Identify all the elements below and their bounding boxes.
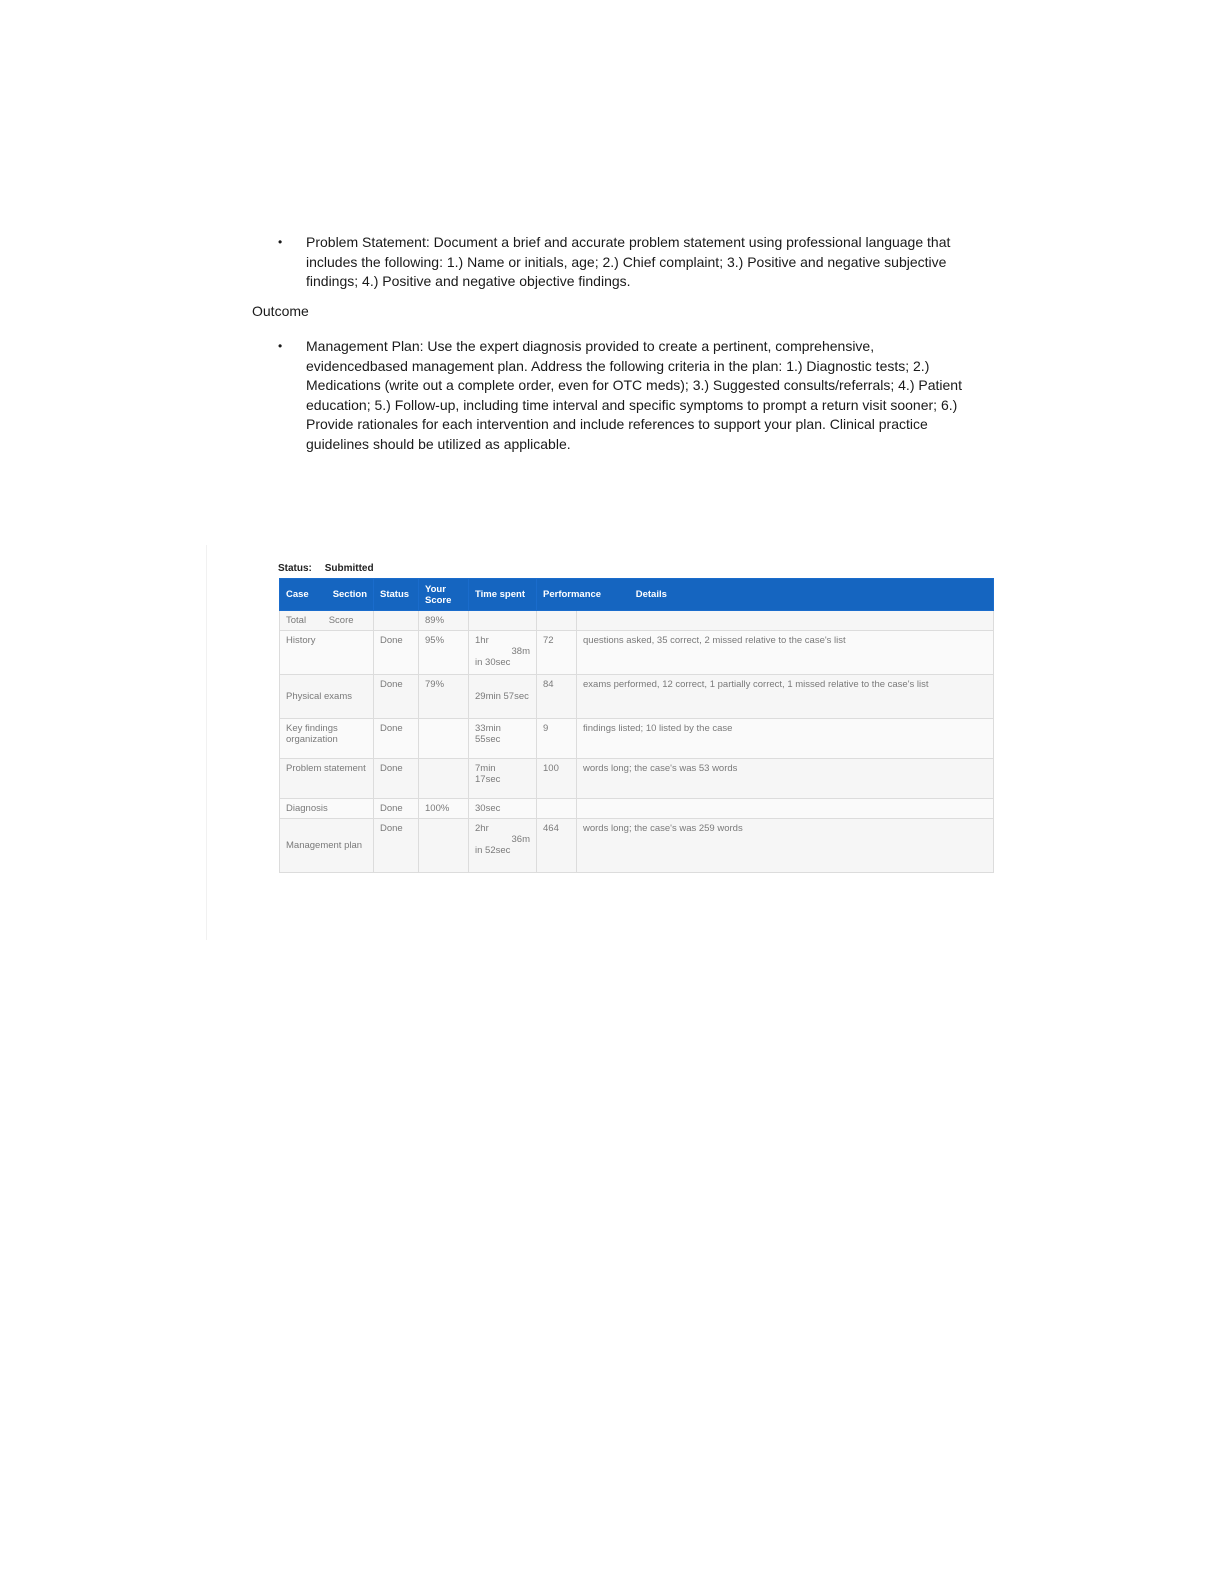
performance-cell — [537, 799, 577, 819]
header-status: Status — [374, 579, 419, 611]
performance-cell: 464 — [537, 819, 577, 873]
table-row — [280, 611, 994, 631]
status-line — [278, 563, 384, 574]
time-part: 7min — [475, 763, 496, 774]
header-performance: Performance — [543, 589, 602, 600]
header-time: Time spent — [469, 579, 537, 611]
status-value: Submitted — [324, 563, 374, 574]
time-cell — [469, 819, 537, 873]
time-cell: 30sec — [469, 799, 537, 819]
case-cell — [280, 611, 374, 631]
status-cell: Done — [374, 675, 419, 719]
table-row — [280, 631, 994, 675]
table-row — [280, 799, 994, 819]
details-cell: exams performed, 12 correct, 1 partially correct, 1 missed relative to the case's list — [577, 675, 994, 719]
time-part: 55sec — [475, 734, 501, 745]
case-cell: History — [280, 631, 374, 675]
performance-cell: 84 — [537, 675, 577, 719]
time-cell — [469, 631, 537, 675]
time-cell — [469, 719, 537, 759]
details-cell: words long; the case's was 53 words — [577, 759, 994, 799]
header-case-section — [280, 579, 374, 611]
management-plan-text: Management Plan: Use the expert diagnosis provided to create a pertinent, comprehensive, evidencedbased management plan. Address the following criteria in the plan: 1.) Diagnostic tests; 2.) Medications (write out a complete order, even for OTC meds); 3.) Suggested consults/referrals; 4.) Patient education; 5.) Follow-up, including time interval and specific symptoms to prompt a return visit sooner; 6.) Provide rationales for each intervention and include references to support your plan. Clinical practice guidelines should be utilized as applicable. — [306, 338, 962, 452]
score-cell: 100% — [419, 799, 469, 819]
management-plan-bullet — [278, 337, 968, 454]
table-row — [280, 819, 994, 873]
case-cell: Key findings organization — [280, 719, 374, 759]
details-cell — [577, 611, 994, 631]
status-cell: Done — [374, 759, 419, 799]
score-cell — [419, 719, 469, 759]
score-cell — [419, 819, 469, 873]
time-part: 2hr — [475, 823, 489, 834]
time-part: 1hr — [475, 635, 489, 646]
details-cell: words long; the case's was 259 words — [577, 819, 994, 873]
score-cell: 89% — [419, 611, 469, 631]
case-label-2: Score — [328, 615, 354, 626]
status-cell: Done — [374, 719, 419, 759]
results-table — [279, 578, 994, 873]
problem-statement-bullet — [278, 233, 968, 292]
table-row — [280, 675, 994, 719]
status-label: Status: — [278, 563, 312, 574]
status-cell — [374, 611, 419, 631]
table-row — [280, 759, 994, 799]
header-section: Section — [332, 589, 367, 600]
case-label: Total — [286, 615, 307, 626]
bullet-glyph: • — [278, 235, 283, 249]
time-part: 38m — [511, 646, 530, 657]
status-cell: Done — [374, 819, 419, 873]
problem-statement-text: Problem Statement: Document a brief and accurate problem statement using professional language that includes the following: 1.) Name or initials, age; 2.) Chief complaint; 3.) Positive and negative subjective findings; 4.) Positive and negative objective findings. — [306, 234, 951, 289]
header-case: Case — [286, 589, 309, 600]
case-cell: Problem statement — [280, 759, 374, 799]
outcome-heading: Outcome — [252, 303, 309, 319]
time-part: 33min — [475, 723, 501, 734]
case-cell: Diagnosis — [280, 799, 374, 819]
performance-cell: 100 — [537, 759, 577, 799]
status-cell: Done — [374, 631, 419, 675]
header-score: Your Score — [419, 579, 469, 611]
case-cell: Management plan — [280, 819, 374, 873]
bullet-glyph: • — [278, 339, 283, 353]
details-cell: findings listed; 10 listed by the case — [577, 719, 994, 759]
performance-cell — [537, 611, 577, 631]
header-performance-details — [537, 579, 994, 611]
time-part: in 30sec — [475, 657, 511, 668]
time-cell — [469, 611, 537, 631]
table-row — [280, 719, 994, 759]
status-cell: Done — [374, 799, 419, 819]
time-part: in 52sec — [475, 845, 511, 856]
performance-cell: 9 — [537, 719, 577, 759]
time-part: 36m — [511, 834, 530, 845]
performance-cell: 72 — [537, 631, 577, 675]
details-cell — [577, 799, 994, 819]
header-details: Details — [635, 589, 667, 600]
header-row — [280, 579, 994, 611]
time-cell: 29min 57sec — [469, 675, 537, 719]
score-cell — [419, 759, 469, 799]
case-cell: Physical exams — [280, 675, 374, 719]
score-cell: 79% — [419, 675, 469, 719]
time-cell — [469, 759, 537, 799]
score-cell: 95% — [419, 631, 469, 675]
details-cell: questions asked, 35 correct, 2 missed relative to the case's list — [577, 631, 994, 675]
time-part: 17sec — [475, 774, 501, 785]
